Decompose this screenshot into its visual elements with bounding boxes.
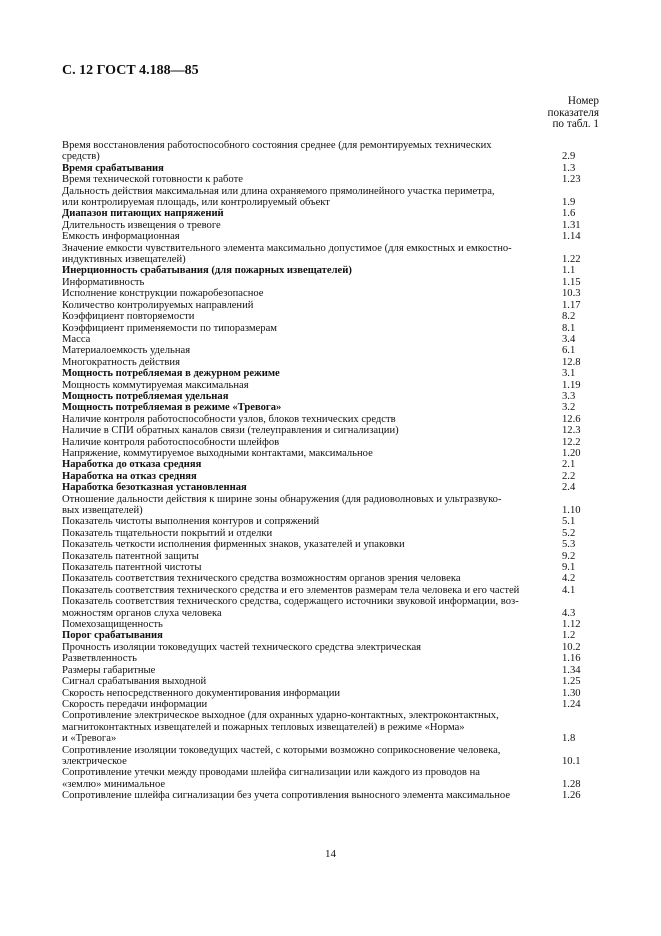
list-item <box>62 414 602 425</box>
item-text <box>62 665 550 676</box>
item-text-line: и «Тревога» <box>62 733 117 745</box>
list-item <box>62 231 602 242</box>
item-text <box>62 174 550 185</box>
item-text <box>62 311 550 322</box>
list-item <box>62 140 602 163</box>
item-text <box>62 300 550 311</box>
index-list <box>62 140 602 802</box>
item-text <box>62 265 550 276</box>
item-text <box>62 323 550 334</box>
item-number: 12.3 <box>562 425 581 437</box>
item-text <box>62 676 550 687</box>
item-number: 1.20 <box>562 447 581 459</box>
item-number: 1.23 <box>562 174 581 186</box>
item-text <box>62 482 550 493</box>
list-item <box>62 562 602 573</box>
item-number: 1.8 <box>562 733 576 745</box>
item-number: 2.9 <box>562 151 576 163</box>
item-number: 1.14 <box>562 231 581 243</box>
item-text <box>62 516 550 527</box>
item-text <box>62 767 550 790</box>
item-text-line: Разветвленность <box>62 653 137 665</box>
item-number: 1.15 <box>562 276 581 288</box>
item-text-line: Масса <box>62 333 91 345</box>
item-text <box>62 471 550 482</box>
item-text <box>62 277 550 288</box>
item-text-line: Время технической готовности к работе <box>62 174 243 186</box>
list-item <box>62 551 602 562</box>
item-number: 1.17 <box>562 299 581 311</box>
item-text-line: Отношение дальности действия к ширине зоны обнаружения (для радиоволновых и ультразвуко- <box>62 493 502 505</box>
item-text-line: Сопротивление шлейфа сигнализации без учета сопротивления выносного элемента максимальное <box>62 790 511 802</box>
item-number: 12.8 <box>562 356 581 368</box>
item-text <box>62 562 550 573</box>
item-text <box>62 528 550 539</box>
item-text-line: Показатель соответствия технического средства и его элементов размерам тела человека и его частей <box>62 584 520 596</box>
item-number: 4.2 <box>562 573 576 585</box>
item-text <box>62 653 550 664</box>
item-text-line: Коэффициент повторяемости <box>62 311 195 323</box>
item-number: 1.26 <box>562 790 581 802</box>
list-item <box>62 174 602 185</box>
list-item <box>62 243 602 266</box>
item-number: 3.4 <box>562 333 576 345</box>
item-number: 1.24 <box>562 698 581 710</box>
item-number: 1.22 <box>562 254 581 266</box>
item-text-line: индуктивных извещателей) <box>62 254 186 266</box>
item-number: 12.2 <box>562 436 581 448</box>
list-item <box>62 596 602 619</box>
item-number: 12.6 <box>562 413 581 425</box>
item-text <box>62 710 550 744</box>
item-text <box>62 288 550 299</box>
item-text <box>62 596 550 619</box>
item-text <box>62 243 550 266</box>
item-text <box>62 448 550 459</box>
item-number: 1.9 <box>562 197 576 209</box>
item-number: 2.2 <box>562 470 576 482</box>
item-text-line: Прочность изоляции токоведущих частей технического средства электрическая <box>62 641 422 653</box>
item-text-line: Длительность извещения о тревоге <box>62 219 221 231</box>
list-item <box>62 619 602 630</box>
item-number: 9.1 <box>562 562 576 574</box>
list-item <box>62 494 602 517</box>
item-text-line: Скорость непосредственного документирования информации <box>62 687 341 699</box>
item-text-line: Сопротивление электрическое выходное (для охранных ударно-контактных, электроконтактных, <box>62 710 499 722</box>
list-item <box>62 311 602 322</box>
item-number: 5.3 <box>562 539 576 551</box>
item-number: 6.1 <box>562 345 576 357</box>
item-text-line: Мощность коммутируемая максимальная <box>62 379 249 391</box>
item-text <box>62 163 550 174</box>
item-text-line: Сигнал срабатывания выходной <box>62 676 207 688</box>
list-item <box>62 630 602 641</box>
item-text-line: Коэффициент применяемости по типоразмерам <box>62 322 277 334</box>
list-item <box>62 334 602 345</box>
item-number: 1.16 <box>562 653 581 665</box>
item-text <box>62 391 550 402</box>
item-text <box>62 642 550 653</box>
list-item <box>62 208 602 219</box>
item-number: 1.34 <box>562 664 581 676</box>
item-number: 4.1 <box>562 584 576 596</box>
item-text <box>62 334 550 345</box>
item-text-line: Наличие контроля работоспособности шлейфов <box>62 436 280 448</box>
item-text-line: Инерционность срабатывания (для пожарных извещателей) <box>62 265 352 277</box>
item-text-line: «землю» минимальное <box>62 778 166 790</box>
list-item <box>62 265 602 276</box>
list-item <box>62 323 602 334</box>
list-item <box>62 699 602 710</box>
item-text <box>62 699 550 710</box>
page-number: 14 <box>325 848 336 860</box>
item-text <box>62 551 550 562</box>
item-text <box>62 380 550 391</box>
item-text-line: можностям органов слуха человека <box>62 607 222 619</box>
item-text-line: или контролируемая площадь, или контролируемый объект <box>62 197 330 209</box>
item-text <box>62 630 550 641</box>
list-item <box>62 790 602 801</box>
item-text <box>62 414 550 425</box>
list-item <box>62 163 602 174</box>
item-text <box>62 368 550 379</box>
item-text-line: Сопротивление утечки между проводами шлейфа сигнализации или каждого из проводов на <box>62 767 480 779</box>
item-text-line: Исполнение конструкции пожаробезопасное <box>62 288 264 300</box>
item-number: 10.2 <box>562 641 581 653</box>
item-number: 8.1 <box>562 322 576 334</box>
list-item <box>62 459 602 470</box>
item-text <box>62 790 550 801</box>
item-text-line: Показатель соответствия технического средства возможностям органов зрения человека <box>62 573 461 585</box>
item-text-line: Помехозащищенность <box>62 619 163 631</box>
item-text <box>62 208 550 219</box>
item-text-line: Сопротивление изоляции токоведущих частей, с которыми возможно соприкосновение человека, <box>62 744 501 756</box>
list-item <box>62 585 602 596</box>
item-text-line: Дальность действия максимальная или длина охраняемого прямолинейного участка периметра, <box>62 185 495 197</box>
item-text-line: Показатель патентной чистоты <box>62 562 202 574</box>
item-text-line: Показатель патентной защиты <box>62 550 199 562</box>
item-text <box>62 425 550 436</box>
item-text-line: Материалоемкость удельная <box>62 345 191 357</box>
item-number: 5.1 <box>562 516 576 528</box>
list-item <box>62 357 602 368</box>
column-header <box>519 96 599 131</box>
item-text-line: Показатель тщательности покрытий и отделки <box>62 527 273 539</box>
item-number: 2.4 <box>562 482 576 494</box>
item-text-line: средств) <box>62 151 100 163</box>
item-text-line: Мощность потребляемая в дежурном режиме <box>62 368 280 380</box>
list-item <box>62 220 602 231</box>
item-text-line: Диапазон питающих напряжений <box>62 208 224 220</box>
page-header: С. 12 ГОСТ 4.188—85 <box>62 63 199 78</box>
item-number: 5.2 <box>562 527 576 539</box>
item-number: 1.19 <box>562 379 581 391</box>
item-text-line: Наработка до отказа средняя <box>62 459 202 471</box>
list-item <box>62 345 602 356</box>
list-item <box>62 186 602 209</box>
item-text-line: Напряжение, коммутируемое выходными контактами, максимальное <box>62 447 373 459</box>
item-number: 1.3 <box>562 162 576 174</box>
item-number: 2.1 <box>562 459 576 471</box>
list-item <box>62 391 602 402</box>
item-text-line: Наработка на отказ средняя <box>62 470 197 482</box>
list-item <box>62 745 602 768</box>
item-text-line: Наработка безотказная установленная <box>62 482 247 494</box>
item-text <box>62 220 550 231</box>
item-number: 1.30 <box>562 687 581 699</box>
item-number: 8.2 <box>562 311 576 323</box>
item-number: 1.25 <box>562 676 581 688</box>
item-text <box>62 619 550 630</box>
list-item <box>62 710 602 744</box>
item-number: 1.31 <box>562 219 581 231</box>
item-text <box>62 437 550 448</box>
list-item <box>62 448 602 459</box>
item-text-line: Мощность потребляемая удельная <box>62 390 229 402</box>
item-text-line: Наличие в СПИ обратных каналов связи (телеуправления и сигнализации) <box>62 425 399 437</box>
item-number: 4.3 <box>562 607 576 619</box>
item-text <box>62 186 550 209</box>
item-text-line: Показатель чистоты выполнения контуров и сопряжений <box>62 516 320 528</box>
column-header-line: показателя <box>547 106 599 119</box>
item-number: 1.1 <box>562 265 576 277</box>
item-text-line: Показатель четкости исполнения фирменных знаков, указателей и упаковки <box>62 539 405 551</box>
item-text-line: магнитоконтактных извещателей и пожарных тепловых извещателей) в режиме «Норма» <box>62 721 465 733</box>
list-item <box>62 277 602 288</box>
item-text-line: Наличие контроля работоспособности узлов, блоков технических средств <box>62 413 396 425</box>
item-text-line: Скорость передачи информации <box>62 698 208 710</box>
list-item <box>62 471 602 482</box>
item-number: 3.1 <box>562 368 576 380</box>
item-number: 10.3 <box>562 288 581 300</box>
item-text-line: Время восстановления работоспособного состояния среднее (для ремонтируемых технических <box>62 140 492 151</box>
list-item <box>62 573 602 584</box>
list-item <box>62 368 602 379</box>
list-item <box>62 642 602 653</box>
list-item <box>62 380 602 391</box>
list-item <box>62 665 602 676</box>
column-header-line: по табл. 1 <box>552 118 599 130</box>
item-number: 10.1 <box>562 755 581 767</box>
list-item <box>62 516 602 527</box>
list-item <box>62 482 602 493</box>
item-text-line: Многократность действия <box>62 356 180 368</box>
list-item <box>62 528 602 539</box>
item-number: 1.6 <box>562 208 576 220</box>
item-text <box>62 459 550 470</box>
item-text <box>62 345 550 356</box>
item-text-line: Мощность потребляемая в режиме «Тревога» <box>62 402 282 414</box>
item-text <box>62 402 550 413</box>
item-text <box>62 688 550 699</box>
item-text-line: вых извещателей) <box>62 505 143 516</box>
item-number: 1.12 <box>562 619 581 631</box>
item-text <box>62 539 550 550</box>
item-text-line: Информативность <box>62 276 145 288</box>
list-item <box>62 767 602 790</box>
item-text-line: Время срабатывания <box>62 162 164 174</box>
item-number: 3.3 <box>562 390 576 402</box>
item-text <box>62 140 550 163</box>
list-item <box>62 425 602 436</box>
list-item <box>62 653 602 664</box>
list-item <box>62 676 602 687</box>
item-text-line: Емкость информационная <box>62 231 180 243</box>
list-item <box>62 437 602 448</box>
item-text <box>62 494 550 517</box>
item-text-line: Показатель соответствия технического средства, содержащего источники звуковой информации, воз- <box>62 596 519 608</box>
item-text-line: Количество контролируемых направлений <box>62 299 254 311</box>
item-text-line: электрическое <box>62 755 127 767</box>
column-header-line: Номер <box>567 95 599 107</box>
item-text-line: Порог срабатывания <box>62 630 163 642</box>
item-text <box>62 573 550 584</box>
item-text <box>62 585 550 596</box>
list-item <box>62 402 602 413</box>
item-number: 3.2 <box>562 402 576 414</box>
item-text <box>62 745 550 768</box>
item-text <box>62 357 550 368</box>
item-number: 9.2 <box>562 550 576 562</box>
item-number: 1.28 <box>562 778 581 790</box>
item-number: 1.2 <box>562 630 576 642</box>
list-item <box>62 288 602 299</box>
item-text-line: Значение емкости чувствительного элемента максимально допустимое (для емкостных и емкостно- <box>62 242 512 254</box>
item-number: 1.10 <box>562 505 581 516</box>
item-text <box>62 231 550 242</box>
item-text-line: Размеры габаритные <box>62 664 156 676</box>
list-item <box>62 539 602 550</box>
list-item <box>62 300 602 311</box>
list-item <box>62 688 602 699</box>
